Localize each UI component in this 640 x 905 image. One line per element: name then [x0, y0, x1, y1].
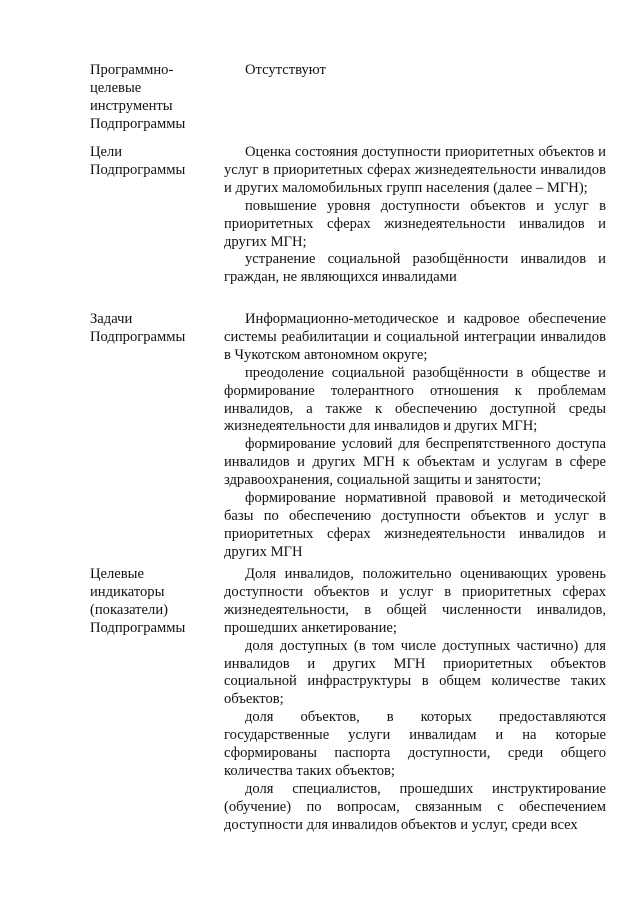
- row-content: [224, 62, 606, 80]
- paragraph: доля специалистов, прошедших инструктирование (обучение) по вопросам, связанным с обеспечением доступности для инвалидов объектов и услуг, среди всех: [224, 780, 606, 833]
- paragraph: повышение уровня доступности объектов и услуг в приоритетных сферах жизнедеятельности инвалидов и других МГН;: [224, 197, 606, 250]
- row-label: Программно- целевые инструменты Подпрограммы: [90, 62, 186, 132]
- row-content: [224, 566, 606, 835]
- paragraph: формирование условий для беспрепятственного доступа инвалидов и других МГН к объектам и услугам в сфере здравоохранения, социальной защиты и занятости;: [224, 436, 606, 489]
- row-label: Целевые индикаторы (показатели) Подпрограммы: [90, 566, 186, 636]
- row-content: [224, 144, 606, 287]
- paragraph: Отсутствуют: [245, 62, 326, 78]
- paragraph: доля объектов, в которых предоставляются государственные услуги инвалидам и на которые сформированы паспорта доступности, среди общего количества таких объектов;: [224, 709, 606, 779]
- paragraph: Информационно-методическое и кадровое обеспечение системы реабилитации и социальной интеграции инвалидов в Чукотском автономном округе;: [224, 311, 606, 363]
- row-label: Цели Подпрограммы: [90, 144, 186, 178]
- row-content: [224, 311, 606, 562]
- paragraph: Доля инвалидов, положительно оценивающих уровень доступности объектов и услуг в приоритетных сферах жизнедеятельности, в общей численности инвалидов, прошедших анкетирование;: [224, 566, 606, 636]
- paragraph: Оценка состояния доступности приоритетных объектов и услуг в приоритетных сферах жизнедеятельности инвалидов и других маломобильных групп населения (далее – МГН);: [224, 144, 606, 196]
- row-label: Задачи Подпрограммы: [90, 311, 186, 345]
- paragraph: устранение социальной разобщённости инвалидов и граждан, не являющихся инвалидами: [224, 251, 606, 286]
- paragraph: преодоление социальной разобщённости в обществе и формирование толерантного отношения к проблемам инвалидов, а также к обеспечению доступной среды жизнедеятельности для инвалидов и других МГН;: [224, 364, 606, 435]
- paragraph: доля доступных (в том числе доступных частично) для инвалидов и других МГН приоритетных объектов социальной инфраструктуры в общем количестве таких объектов;: [224, 637, 606, 708]
- paragraph: формирование нормативной правовой и методической базы по обеспечению доступности объектов и услуг в приоритетных сферах жизнедеятельности инвалидов и других МГН: [224, 490, 606, 560]
